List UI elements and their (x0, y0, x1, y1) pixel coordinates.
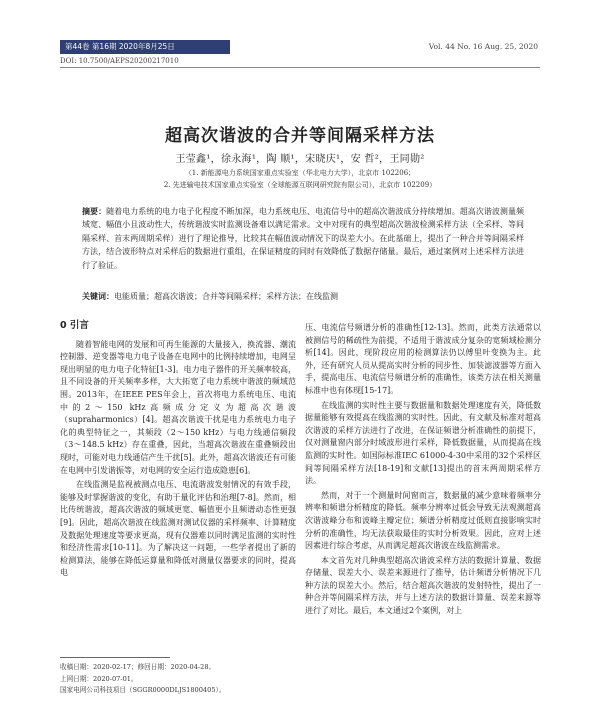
paragraph: 本文首先对几种典型超高次谐波采样方法的数据计算量、数据存储量、误差大小、误差来源进行了推导，估计频谱分析情况下几种方法的误差大小。然后，结合超高次谐波的发射特性，提出了一种合并等间隔采样方法，并与上述方法的数据计算量、误差来源等进行了对比。最后，本文通过2个案例，对上 (305, 555, 541, 616)
abstract-text: 随着电力系统的电力电子化程度不断加深，电力系统电压、电流信号中的超高次谐波成分持续增加。超高次谐波测量频域宽、幅值小且波动性大，传统谐波实时监测设备难以满足需求。文中对现有的典型超高次谐波检测采样方法（全采样、等间隔采样、首末两周期采样）进行了理论推导，比较其在幅值波动情况下的误差大小。在此基础上，提出了一种合并等间隔采样方法，结合波形特点对采样后的数据进行重组，在保证精度的同时有效降低了数据存储量。最后，通过案例对上述采样方法进行了验证。 (82, 207, 525, 270)
abstract-label: 摘要： (82, 207, 107, 216)
affiliation-2: 2. 先进输电技术国家重点实验室（全球能源互联网研究院有限公司），北京市 102209） (163, 181, 437, 189)
footnote-rule (60, 657, 170, 658)
paragraph: 压、电流信号频谱分析的准确性[12-13]。然而，此类方法通常以被测信号的稀疏性为前提，不适用于谐波成分复杂的宽频域检测分析[14]。因此，现阶段应用的检测算法仍以傅里叶变换为主。此外，还有研究人员从提高实时分析的同步性、加装滤波器等方面入手，提高电压、电流信号频谱分析的准确性，该类方法在相关测量标准中也有体现[15-17]。 (305, 323, 541, 395)
affiliation-1: （1. 新能源电力系统国家重点实验室（华北电力大学），北京市 102206； (184, 169, 416, 177)
header-rule (60, 67, 540, 68)
paragraph: 在线监测是监视被测点电压、电流谐波发射情况的有效手段，能够及时掌握谐波的变化，有助于量化评估和治理[7-8]。然而，相比传统谐波，超高次谐波的频域更宽、幅值更小且频谱动态性更强[9]。因此，超高次谐波在线监测对测试仪器的采样频率、计算精度及数据处理速度等要求更高，现有仪器难以同时满足监测的实时性和经济性需求[10-11]。为了解决这一问题，一些学者提出了新的检测算法，能够在降低运算量和降低对测量仪器要求的同时，提高电 (60, 480, 296, 578)
paragraph: 在线监测的实时性主要与数据量和数据处理速度有关，降低数据量能够有效提高在线监测的实时性。因此，有文献及标准对超高次谐波的采样方法进行了改进，在保证频谱分析准确性的前提下，仅对测量窗内部分时域波形进行采样，降低数据量，从而提高在线监测的实时性。如国际标准IEC 61000-4-30中采用的32个采样区间等间隔采样方法[18-19]和文献[13]提出的首末两周期采样方法。 (305, 400, 541, 486)
paper-title: 超高次谐波的合并等间隔采样方法 (165, 126, 435, 146)
journal-issue-bar (60, 40, 230, 54)
body-column-right (305, 322, 541, 620)
section-heading: 0 引言 (60, 320, 89, 331)
body-column-left (60, 320, 296, 582)
footnote-received: 收稿日期：2020-02-17；修回日期：2020-04-28。 (60, 663, 216, 671)
keywords (82, 290, 524, 303)
author-list: 王莹鑫¹，徐永海¹，陶 顺¹，宋晓庆¹，安 哲²，王同勋² (175, 154, 425, 165)
keywords-text: 电能质量；超高次谐波；合并等间隔采样；采样方法；在线监测 (114, 292, 338, 301)
paragraph: 然而，对于一个测量时间窗而言，数据量的减少意味着频率分辨率和频谱分析精度的降低。频率分辨率过低会导致无法观测超高次谐波峰分布和波峰主瓣定位；频谱分析精度过低则直接影响实时分析的准确性，均无法获取最佳的实时分析效果。因此，应对上述因素进行综合考虑，从而满足超高次谐波在线监测需求。 (305, 490, 541, 551)
paragraph: 随着智能电网的发展和可再生能源的大量接入，换流器、潮流控制器、逆变器等电力电子设备在电网中的比例持续增加，电网呈现出明显的电力电子化特征[1-3]。电力电子器件的开关频率较高，且不同设备的开关频率多样，大大拓宽了电力系统中谐波的频域范围。2013年，在IEEE PES年会上，首次将电力系统电压、电流中的2～150 kHz高频成分定义为超高次谐波（supraharmonics）[4]。超高次谐波干扰是电力系统电力电子化的典型特征之一，其频段（2～150 kHz）与电力线通信频段（3～148.5 kHz）存在重叠，因此，当超高次谐波在重叠频段出现时，可能对电力线通信产生干扰[5]。此外，超高次谐波还有可能在电网中引发谐振等，对电网的安全运行造成隐患[6]。 (60, 339, 296, 475)
doi: DOI: 10.7500/AEPS20200217010 (60, 57, 179, 65)
footnote-funding: 国家电网公司科技项目（SGGR0000DLJS1800405）。 (60, 686, 226, 694)
journal-issue-text: 第44卷 第16期 2020年8月25日 (65, 42, 175, 51)
keywords-label: 关键词： (82, 292, 114, 301)
footnote-online: 上网日期：2020-07-01。 (60, 674, 138, 683)
abstract (82, 205, 524, 272)
footnotes (60, 662, 225, 697)
journal-volume-en: Vol. 44 No. 16 Aug. 25, 2020 (428, 42, 538, 51)
